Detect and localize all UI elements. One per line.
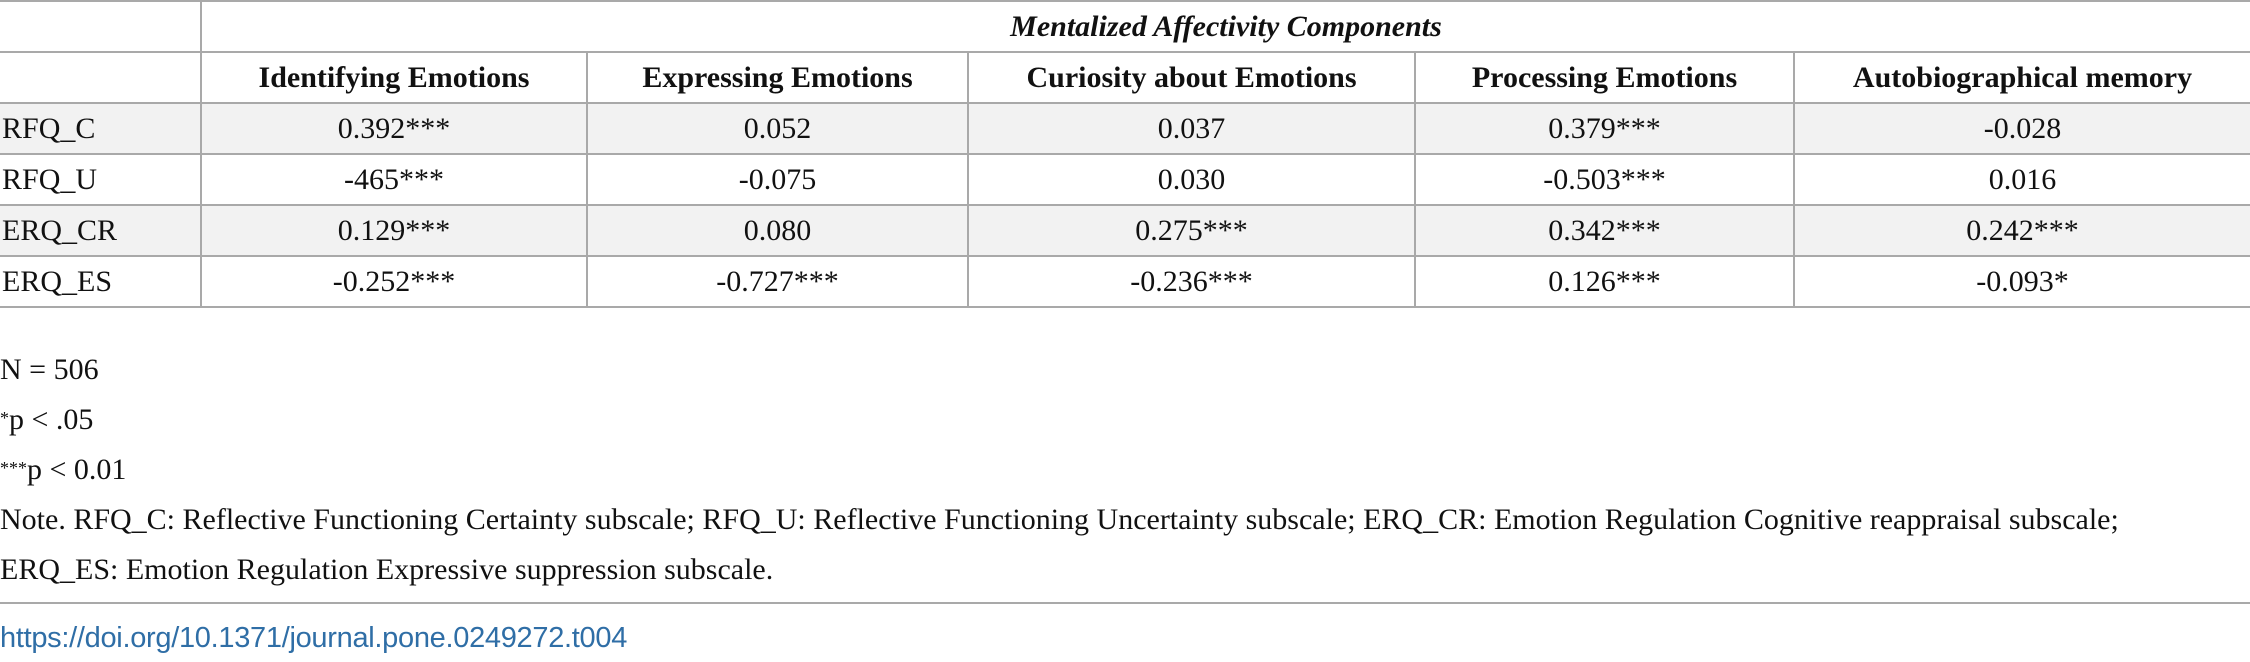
row-label: ERQ_CR — [0, 205, 201, 256]
doi-link[interactable]: https://doi.org/10.1371/journal.pone.0249272.t004 — [0, 622, 628, 654]
corner-cell — [0, 1, 201, 52]
significance-text: p < 0.01 — [27, 453, 127, 486]
table-cell: 0.379*** — [1415, 103, 1794, 154]
table-row — [0, 154, 2250, 205]
table-cell: -465*** — [201, 154, 587, 205]
table-row — [0, 205, 2250, 256]
table-cell: 0.080 — [587, 205, 968, 256]
column-header-curiosity: Curiosity about Emotions — [968, 52, 1415, 103]
correlation-table — [0, 0, 2250, 308]
table-footnotes — [0, 345, 2240, 595]
table-cell: 0.392*** — [201, 103, 587, 154]
column-header-row — [0, 52, 2250, 103]
column-header-identifying: Identifying Emotions — [201, 52, 587, 103]
column-header-processing: Processing Emotions — [1415, 52, 1794, 103]
corner-cell-2 — [0, 52, 201, 103]
sample-size-note: N = 506 — [0, 353, 99, 386]
table-row — [0, 103, 2250, 154]
table-cell: -0.503*** — [1415, 154, 1794, 205]
column-header-autobiographical: Autobiographical memory — [1794, 52, 2250, 103]
results-table — [0, 0, 2250, 308]
significance-note-01 — [0, 445, 2240, 495]
table-cell: -0.093* — [1794, 256, 2250, 307]
row-label: RFQ_C — [0, 103, 201, 154]
table-cell: 0.275*** — [968, 205, 1415, 256]
significance-marker: * — [0, 408, 9, 428]
table-row — [0, 256, 2250, 307]
table-cell: 0.126*** — [1415, 256, 1794, 307]
abbreviation-note: Note. RFQ_C: Reflective Functioning Certainty subscale; RFQ_U: Reflective Functioning Uncertainty subscale; ERQ_CR: Emotion Regulation Cognitive reappraisal subscale; ERQ_ES: Emotion Regulation Expressive suppression subscale. — [0, 503, 2119, 586]
column-header-expressing: Expressing Emotions — [587, 52, 968, 103]
group-header-row — [0, 1, 2250, 52]
table-cell: -0.727*** — [587, 256, 968, 307]
table-cell: -0.236*** — [968, 256, 1415, 307]
table-cell: 0.342*** — [1415, 205, 1794, 256]
table-cell: -0.252*** — [201, 256, 587, 307]
table-cell: 0.016 — [1794, 154, 2250, 205]
table-cell: 0.129*** — [201, 205, 587, 256]
row-label: RFQ_U — [0, 154, 201, 205]
table-cell: 0.030 — [968, 154, 1415, 205]
table-cell: 0.052 — [587, 103, 968, 154]
significance-marker: *** — [0, 458, 27, 478]
table-cell: -0.028 — [1794, 103, 2250, 154]
significance-note-05 — [0, 395, 2240, 445]
table-cell: -0.075 — [587, 154, 968, 205]
table-cell: 0.242*** — [1794, 205, 2250, 256]
row-label: ERQ_ES — [0, 256, 201, 307]
group-header: Mentalized Affectivity Components — [201, 1, 2250, 52]
significance-text: p < .05 — [9, 403, 94, 436]
divider — [0, 602, 2250, 604]
table-cell: 0.037 — [968, 103, 1415, 154]
